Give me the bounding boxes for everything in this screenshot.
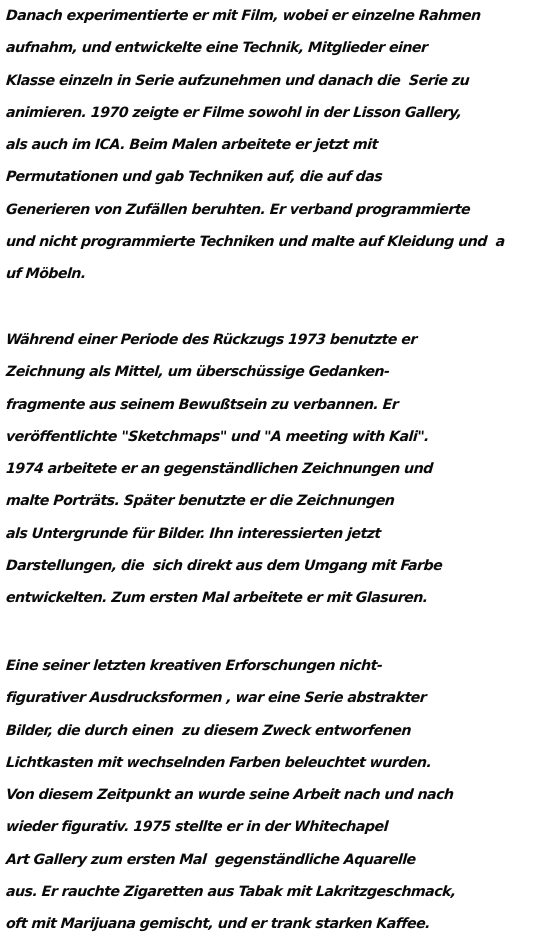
text-line: als Untergrunde für Bilder. Ihn interessierten jetzt [5, 525, 382, 542]
text-line: malte Porträts. Später benutzte er die Zeichnungen [5, 493, 395, 510]
text-line: aufnahm, und entwickelte eine Technik, Mitglieder einer [5, 40, 429, 57]
text-line: Generieren von Zufällen beruhten. Er verband programmierte [5, 201, 471, 218]
text-line: wieder figurativ. 1975 stellte er in der Whitechapel [5, 819, 389, 836]
text-line: Während einer Periode des Rückzugs 1973 benutzte er [5, 332, 418, 348]
text-line: und nicht programmierte Techniken und malte auf Kleidung und a [5, 234, 506, 251]
text-line: entwickelten. Zum ersten Mal arbeitete er mit Glasuren. [5, 590, 429, 607]
text-line: veröffentlichte "Sketchmaps" und "A meeting with Kali". [5, 428, 430, 445]
text-line: Art Gallery zum ersten Mal gegenständliche Aquarelle [5, 851, 417, 868]
text-line: fragmente aus seinem Bewußtsein zu verbannen. Er [5, 396, 399, 413]
text-line: als auch im ICA. Beim Malen arbeitete er jetzt mit [5, 137, 379, 154]
text-line: Permutationen und gab Techniken auf, die auf das [5, 169, 383, 186]
paragraph-withdrawal-period [6, 324, 541, 615]
text-line: Danach experimentierte er mit Film, wobei er einzelne Rahmen [5, 8, 482, 24]
text-line: Lichtkasten mit wechselnden Farben beleuchtet wurden. [5, 754, 432, 771]
text-line: figurativer Ausdrucksformen , war eine Serie abstrakter [5, 690, 427, 707]
text-line: 1974 arbeitete er an gegenständlichen Zeichnungen und [5, 461, 434, 478]
text-line: Von diesem Zeitpunkt an wurde seine Arbeit nach und nach [5, 787, 455, 804]
text-line: Bilder, die durch einen zu diesem Zweck entworfenen [5, 722, 412, 739]
text-line: Eine seiner letzten kreativen Erforschungen nicht- [5, 658, 383, 674]
text-line: aus. Er rauchte Zigaretten aus Tabak mit Lakritzgeschmack, [5, 884, 457, 901]
text-line: oft mit Marijuana gemischt, und er trank starken Kaffee. [5, 916, 431, 933]
paragraph-film-experiments [6, 0, 541, 291]
paragraph-final-explorations [6, 650, 541, 941]
text-line: uf Möbeln. [5, 266, 87, 283]
text-line: Klasse einzeln in Serie aufzunehmen und danach die Serie zu [5, 72, 470, 89]
text-line: animieren. 1970 zeigte er Filme sowohl in der Lisson Gallery, [5, 104, 463, 121]
text-line: Zeichnung als Mittel, um überschüssige Gedanken- [5, 364, 390, 381]
text-line: Darstellungen, die sich direkt aus dem Umgang mit Farbe [5, 558, 443, 575]
